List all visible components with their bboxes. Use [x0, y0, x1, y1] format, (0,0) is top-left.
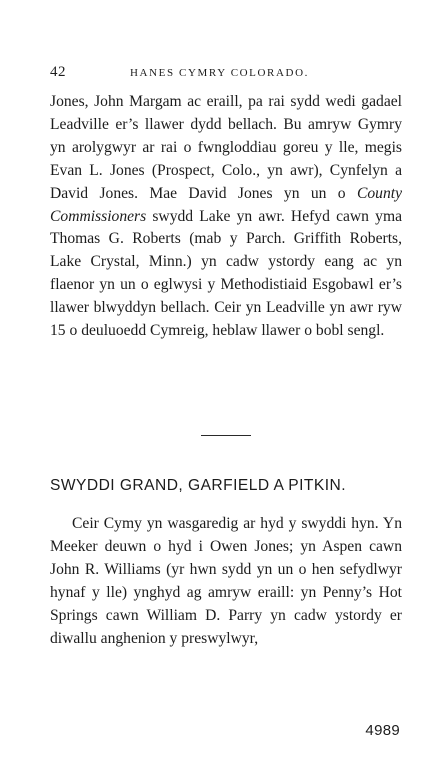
italic-phrase: County Commissioners — [50, 184, 402, 225]
running-head — [50, 64, 402, 82]
section-divider — [201, 435, 251, 436]
section-heading: SWYDDI GRAND, GARFIELD A PITKIN. — [50, 477, 347, 494]
page-number: 42 — [50, 64, 66, 80]
folio-code: 4989 — [365, 722, 400, 739]
paragraph-text — [50, 91, 402, 343]
paragraph-leadville — [50, 91, 402, 343]
paragraph-counties — [50, 513, 402, 650]
paragraph-text: Ceir Cymy yn wasgaredig ar hyd y swyddi hyn. Yn Meeker deuwn o hyd i Owen Jones; yn Aspen cawn John R. Williams (yr hwn sydd yn un o hen sefydlwyr hynaf y lle) ynghyd ag amryw eraill: yn Penny’s Hot Springs cawn William D. Parry yn cadw ystordy er diwallu anghenion y preswylwyr, — [50, 515, 402, 647]
paragraph-text-part: Jones, John Margam ac eraill, pa rai sydd wedi gadael Leadville er’s llawer dydd bellach. Bu amryw Gymry yn arolygwyr ar rai o fwngloddiau goreu y lle, megis Evan L. Jones (Prospect, Colo., yn awr), Cynfelyn a David Jones. Mae David Jones yn un o — [50, 93, 402, 202]
running-title: HANES CYMRY COLORADO. — [130, 67, 309, 79]
paragraph-text-part: swydd Lake yn awr. Hefyd cawn yma Thomas G. Roberts (mab y Parch. Griffith Roberts, Lake Crystal, Minn.) yn cadw ystordy eang ac yn flaenor yn un o eglwysi y Methodistiaid Esgobawl er’s llawer blwyddyn bellach. Ceir yn Leadville yn awr ryw 15 o deuluoedd Cymreig, heblaw llawer o bobl sengl. — [50, 207, 402, 340]
